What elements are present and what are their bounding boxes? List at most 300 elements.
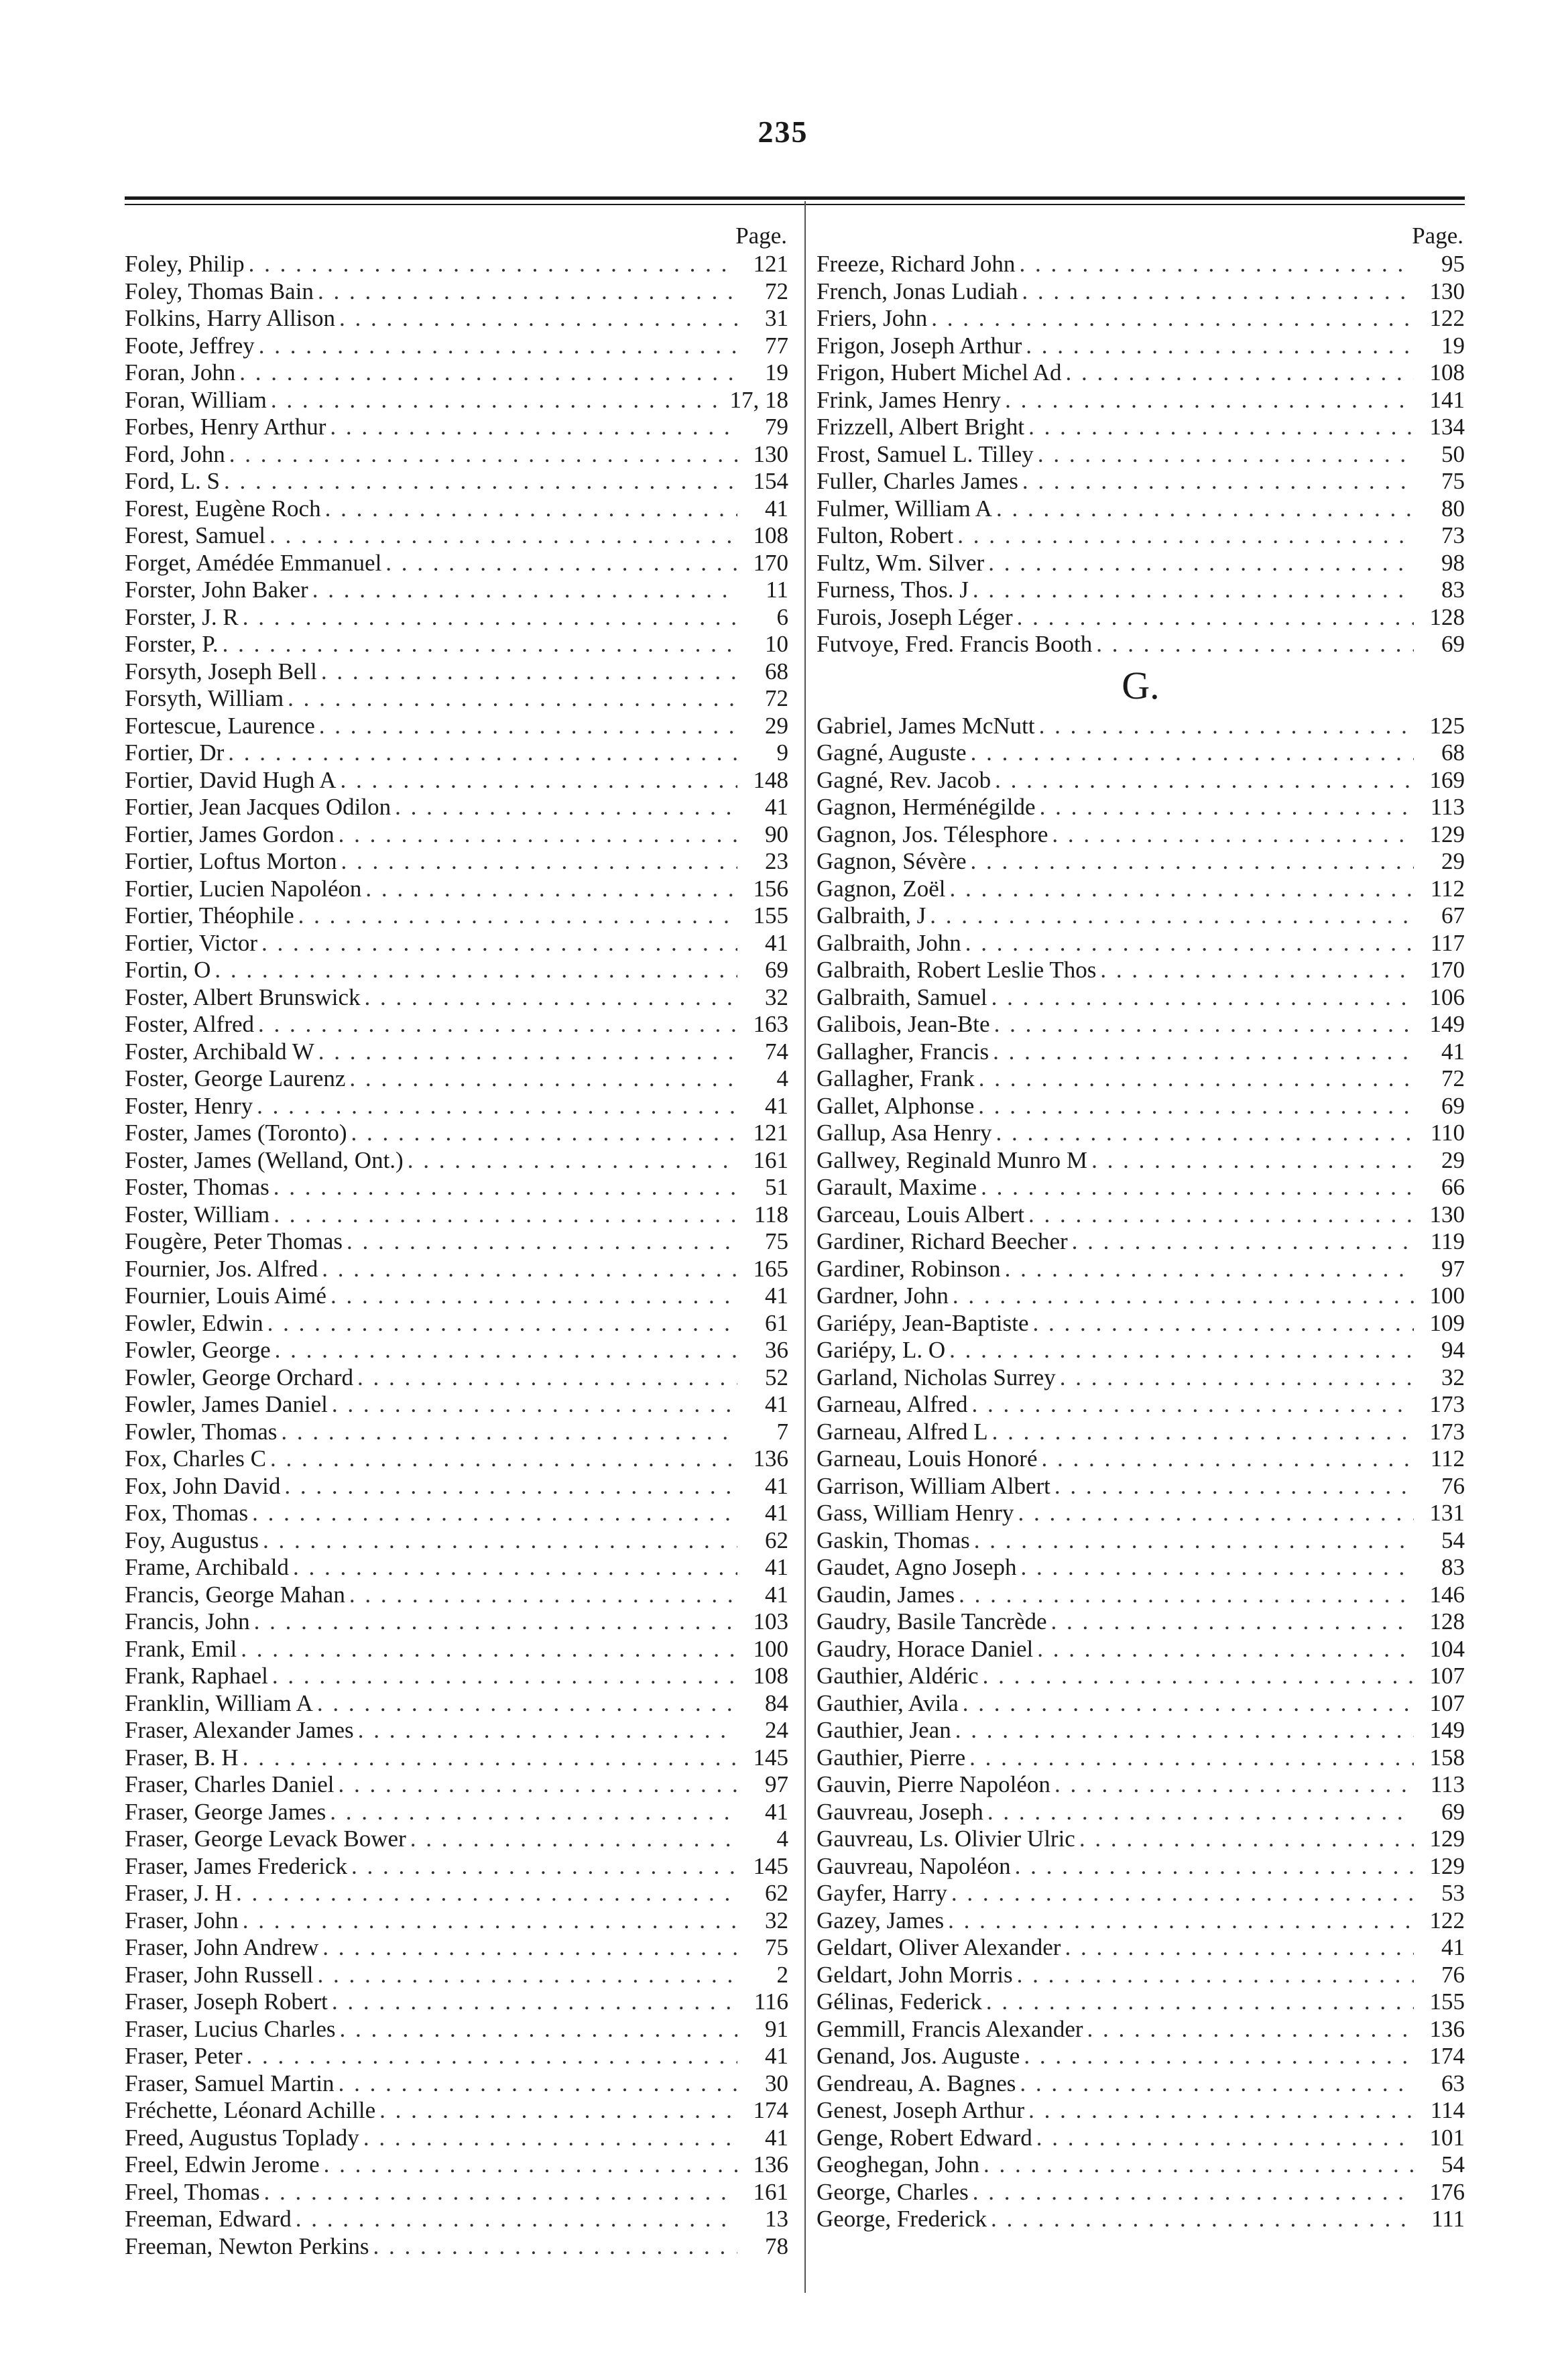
index-entry <box>817 1011 1465 1038</box>
dot-leader <box>365 984 738 1012</box>
index-entry <box>125 1473 788 1500</box>
entry-name: Garrison, William Albert <box>817 1472 1050 1499</box>
index-entry <box>817 359 1465 387</box>
entry-name: Fortier, Loftus Morton <box>125 848 337 874</box>
entry-page: 41 <box>1441 1934 1465 1960</box>
entry-page: 6 <box>776 603 788 630</box>
entry-name: Fortier, Jean Jacques Odilon <box>125 794 392 820</box>
entry-name: Forster, P. <box>125 631 219 657</box>
dot-leader <box>1072 1228 1414 1256</box>
dot-leader <box>339 1771 737 1799</box>
entry-page: 97 <box>765 1771 788 1797</box>
dot-leader <box>312 577 737 604</box>
index-entry <box>125 359 788 387</box>
entry-name: Fortier, James Gordon <box>125 821 335 847</box>
dot-leader <box>974 1527 1414 1555</box>
entry-page: 83 <box>1441 1554 1465 1580</box>
index-entry <box>125 2016 788 2043</box>
index-entry <box>817 1880 1465 1907</box>
index-entry <box>125 1038 788 1066</box>
dot-leader <box>991 984 1414 1012</box>
index-entry <box>817 278 1465 306</box>
entry-page: 75 <box>765 1934 788 1960</box>
entry-page: 109 <box>1429 1309 1465 1336</box>
entry-name: Fraser, John Russell <box>125 1961 314 1988</box>
dot-leader <box>1037 1636 1414 1663</box>
index-entry <box>125 1201 788 1229</box>
entry-page: 174 <box>753 2097 788 2123</box>
dot-leader <box>339 305 737 333</box>
entry-name: Frink, James Henry <box>817 386 1002 413</box>
entry-page: 41 <box>765 2124 788 2151</box>
dot-leader <box>358 1717 737 1744</box>
entry-name: Frame, Archibald <box>125 1554 289 1580</box>
dot-leader <box>1026 333 1414 360</box>
entry-name: Foley, Thomas Bain <box>125 278 314 304</box>
dot-leader <box>1017 604 1414 632</box>
dot-leader <box>284 1473 737 1500</box>
entry-page: 95 <box>1441 251 1465 277</box>
index-entry <box>125 1771 788 1799</box>
entry-name: Gallagher, Frank <box>817 1065 975 1091</box>
entry-name: Fortier, David Hugh A <box>125 766 337 793</box>
index-entry <box>125 1093 788 1120</box>
entry-name: Francis, John <box>125 1608 250 1634</box>
index-entry <box>125 468 788 495</box>
index-entry <box>817 2043 1465 2070</box>
entry-page: 77 <box>765 332 788 359</box>
entry-name: Gass, William Henry <box>817 1500 1014 1526</box>
entry-name: Frank, Emil <box>125 1635 237 1662</box>
entry-page: 130 <box>753 440 788 467</box>
entry-page: 107 <box>1429 1689 1465 1716</box>
dot-leader <box>971 1391 1414 1419</box>
index-entry <box>125 1663 788 1690</box>
entry-page: 62 <box>765 1880 788 1906</box>
index-entry <box>817 1310 1465 1337</box>
index-entry <box>125 2233 788 2261</box>
index-entry <box>817 305 1465 333</box>
dot-leader <box>365 876 737 903</box>
dot-leader <box>996 495 1414 523</box>
index-entry <box>125 1962 788 1989</box>
entry-name: Folkins, Harry Allison <box>125 305 336 331</box>
entry-name: Fultz, Wm. Silver <box>817 549 985 576</box>
index-entry <box>817 495 1465 523</box>
entry-page: 41 <box>765 1554 788 1580</box>
entry-name: Gayfer, Harry <box>817 1880 947 1906</box>
index-entry <box>125 1934 788 1962</box>
dot-leader <box>1055 1473 1414 1500</box>
index-entry <box>817 1826 1465 1853</box>
dot-leader <box>395 794 737 821</box>
dot-leader <box>993 1038 1414 1066</box>
dot-leader <box>959 1582 1414 1609</box>
dot-leader <box>317 1690 737 1718</box>
index-entry <box>125 1147 788 1175</box>
entry-name: Fox, John David <box>125 1472 281 1499</box>
entry-name: Gaskin, Thomas <box>817 1527 970 1553</box>
index-entry <box>125 441 788 469</box>
entry-name: Gazey, James <box>817 1907 945 1933</box>
entry-name: Galbraith, J <box>817 902 926 929</box>
entry-page: 131 <box>1429 1500 1465 1526</box>
entry-name: Fraser, John Andrew <box>125 1934 319 1960</box>
index-entry <box>125 387 788 414</box>
entry-name: Gagné, Auguste <box>817 739 967 766</box>
dot-leader <box>249 251 737 278</box>
entry-name: Gauvreau, Ls. Olivier Ulric <box>817 1826 1075 1852</box>
entry-name: Frizzell, Albert Bright <box>817 414 1025 440</box>
entry-page: 41 <box>765 1500 788 1526</box>
entry-page: 94 <box>1441 1337 1465 1363</box>
dot-leader <box>1015 1853 1414 1881</box>
entry-page: 17, 18 <box>729 386 788 413</box>
dot-leader <box>1028 2097 1414 2125</box>
entry-page: 52 <box>765 1364 788 1390</box>
index-entry <box>125 1582 788 1609</box>
dot-leader <box>330 414 737 441</box>
entry-page: 149 <box>1429 1717 1465 1743</box>
entry-name: Garneau, Louis Honoré <box>817 1445 1038 1472</box>
dot-leader <box>1060 1364 1414 1392</box>
dot-leader <box>1028 1201 1414 1229</box>
index-entry <box>817 1527 1465 1555</box>
index-entry <box>817 604 1465 632</box>
dot-leader <box>930 902 1414 930</box>
entry-name: Fortier, Théophile <box>125 902 294 929</box>
entry-page: 91 <box>765 2015 788 2042</box>
dot-leader <box>341 848 738 876</box>
entry-page: 69 <box>1441 1798 1465 1825</box>
entry-name: Fowler, George Orchard <box>125 1364 354 1390</box>
entry-name: Foster, James (Welland, Ont.) <box>125 1146 404 1173</box>
entry-name: Gallup, Asa Henry <box>817 1120 992 1146</box>
dot-leader <box>963 1690 1414 1718</box>
dot-leader <box>349 1065 737 1093</box>
page-number: 235 <box>758 115 808 149</box>
entry-page: 174 <box>1429 2043 1465 2069</box>
index-entry <box>125 848 788 876</box>
dot-leader <box>1065 1934 1414 1962</box>
dot-leader <box>239 359 737 387</box>
entry-name: Fraser, George Levack Bower <box>125 1826 406 1852</box>
dot-leader <box>957 522 1414 550</box>
dot-leader <box>252 1500 737 1527</box>
dot-leader <box>321 658 737 686</box>
entry-name: Forsyth, Joseph Bell <box>125 658 317 685</box>
entry-name: Garault, Maxime <box>817 1174 977 1200</box>
entry-name: Fraser, James Frederick <box>125 1852 347 1879</box>
index-entry <box>817 821 1465 849</box>
entry-page: 72 <box>1441 1065 1465 1091</box>
entry-name: Foster, Albert Brunswick <box>125 984 361 1010</box>
index-entry <box>817 1744 1465 1772</box>
dot-leader <box>1040 794 1414 821</box>
entry-name: Garneau, Alfred L <box>817 1418 988 1445</box>
entry-name: Foster, Thomas <box>125 1174 269 1200</box>
dot-leader <box>223 631 737 658</box>
entry-name: Genest, Joseph Arthur <box>817 2097 1025 2123</box>
dot-leader <box>949 876 1414 903</box>
index-entry <box>125 1120 788 1147</box>
entry-page: 176 <box>1429 2178 1465 2205</box>
dot-leader <box>992 1419 1414 1446</box>
index-entry <box>125 876 788 903</box>
entry-page: 41 <box>765 1092 788 1119</box>
index-entry <box>125 1744 788 1772</box>
index-entry <box>125 1826 788 1853</box>
index-entry <box>125 2206 788 2233</box>
dot-leader <box>281 1419 737 1446</box>
entry-name: Gardiner, Robinson <box>817 1255 1001 1282</box>
dot-leader <box>991 2206 1414 2233</box>
entry-page: 32 <box>765 984 788 1010</box>
index-entry <box>817 1038 1465 1066</box>
dot-leader <box>272 1663 737 1690</box>
index-entry <box>817 1419 1465 1446</box>
index-entry <box>817 1201 1465 1229</box>
dot-leader <box>267 1310 737 1337</box>
left-entry-list <box>125 251 788 2260</box>
index-entry <box>817 2016 1465 2043</box>
index-entry <box>817 414 1465 441</box>
entry-page: 154 <box>753 468 788 494</box>
dot-leader <box>339 821 737 849</box>
dot-leader <box>324 2151 737 2179</box>
entry-name: Gagnon, Zoël <box>817 875 946 902</box>
dot-leader <box>996 1120 1414 1147</box>
entry-name: Forster, John Baker <box>125 577 308 603</box>
entry-name: Gauthier, Pierre <box>817 1744 966 1771</box>
dot-leader <box>228 739 737 767</box>
dot-leader <box>261 930 737 957</box>
entry-page: 146 <box>1429 1581 1465 1608</box>
entry-name: Gaudry, Basile Tancrède <box>817 1608 1047 1634</box>
entry-page: 110 <box>1430 1120 1465 1146</box>
index-entry <box>125 1364 788 1392</box>
dot-leader <box>322 1256 737 1283</box>
dot-leader <box>969 1744 1414 1772</box>
index-entry <box>817 2206 1465 2233</box>
entry-page: 4 <box>776 1065 788 1091</box>
entry-page: 68 <box>765 658 788 685</box>
dot-leader <box>1100 957 1414 984</box>
entry-name: Garneau, Alfred <box>817 1391 968 1417</box>
dot-leader <box>243 1744 737 1772</box>
entry-page: 84 <box>765 1689 788 1716</box>
dot-leader <box>979 1065 1414 1093</box>
entry-page: 145 <box>753 1852 788 1879</box>
entry-page: 104 <box>1429 1635 1465 1662</box>
dot-leader <box>986 1988 1414 2016</box>
dot-leader <box>971 848 1414 876</box>
entry-name: Futvoye, Fred. Francis Booth <box>817 631 1093 657</box>
entry-name: Fréchette, Léonard Achille <box>125 2097 376 2123</box>
entry-page: 29 <box>765 712 788 739</box>
entry-page: 41 <box>765 929 788 956</box>
index-entry <box>125 1391 788 1419</box>
dot-leader <box>270 1445 737 1473</box>
dot-leader <box>1020 2070 1414 2098</box>
index-entry <box>125 1174 788 1201</box>
index-entry <box>125 604 788 632</box>
entry-page: 41 <box>765 1391 788 1417</box>
entry-page: 125 <box>1429 712 1465 739</box>
dot-leader <box>246 2043 737 2070</box>
entry-page: 51 <box>765 1174 788 1200</box>
entry-name: Forest, Samuel <box>125 522 265 548</box>
entry-name: Fowler, Edwin <box>125 1309 263 1336</box>
dot-leader <box>322 1934 737 1962</box>
dot-leader <box>357 1364 737 1392</box>
entry-name: Gariépy, Jean-Baptiste <box>817 1309 1029 1336</box>
entry-page: 116 <box>754 1988 788 2015</box>
entry-name: Foran, William <box>125 386 267 413</box>
index-entry <box>125 1419 788 1446</box>
index-entry <box>817 522 1465 550</box>
index-entry <box>125 1690 788 1718</box>
index-entry <box>125 495 788 523</box>
entry-name: Freeman, Newton Perkins <box>125 2233 369 2259</box>
entry-name: Fougère, Peter Thomas <box>125 1228 343 1254</box>
entry-page: 29 <box>1441 848 1465 874</box>
entry-page: 158 <box>1429 1744 1465 1771</box>
entry-page: 117 <box>1430 929 1465 956</box>
entry-page: 121 <box>753 251 788 277</box>
entry-name: Forsyth, William <box>125 685 284 711</box>
entry-name: Forbes, Henry Arthur <box>125 414 326 440</box>
dot-leader <box>1036 2125 1414 2152</box>
entry-page: 161 <box>753 1146 788 1173</box>
index-entry <box>125 1880 788 1907</box>
index-entry <box>125 333 788 360</box>
index-entry <box>817 876 1465 903</box>
dot-leader <box>965 930 1414 957</box>
entry-page: 36 <box>765 1337 788 1363</box>
entry-page: 156 <box>753 875 788 902</box>
entry-name: Genand, Jos. Auguste <box>817 2043 1020 2069</box>
dot-leader <box>1052 821 1414 849</box>
index-entry <box>817 848 1465 876</box>
entry-page: 29 <box>1441 1146 1465 1173</box>
entry-name: Fraser, Charles Daniel <box>125 1771 335 1797</box>
index-entry <box>125 1228 788 1256</box>
index-entry <box>817 1582 1465 1609</box>
dot-leader <box>236 1880 737 1907</box>
index-entry <box>125 1554 788 1582</box>
index-entry <box>817 2097 1465 2125</box>
entry-page: 170 <box>1429 957 1465 983</box>
entry-page: 173 <box>1429 1418 1465 1445</box>
entry-name: Forget, Amédée Emmanuel <box>125 549 382 576</box>
index-entry <box>817 251 1465 278</box>
entry-name: Foley, Philip <box>125 251 245 277</box>
entry-name: Frost, Samuel L. Tilley <box>817 440 1034 467</box>
entry-name: Francis, George Mahan <box>125 1581 345 1608</box>
entry-page: 119 <box>1430 1228 1465 1254</box>
entry-page: 170 <box>753 549 788 576</box>
entry-name: Frigon, Joseph Arthur <box>817 332 1022 359</box>
dot-leader <box>1087 2016 1414 2043</box>
dot-leader <box>349 1582 737 1609</box>
entry-name: Gardner, John <box>817 1283 949 1309</box>
entry-page: 141 <box>1429 386 1465 413</box>
entry-name: Gagnon, Sévère <box>817 848 967 874</box>
index-entry <box>125 2179 788 2206</box>
entry-name: Gauthier, Jean <box>817 1717 951 1743</box>
right-entry-list <box>817 251 1465 658</box>
dot-leader <box>1024 2043 1414 2070</box>
entry-name: George, Frederick <box>817 2206 987 2232</box>
entry-page: 75 <box>1441 468 1465 494</box>
entry-name: Geoghegan, John <box>817 2151 980 2178</box>
dot-leader <box>948 1907 1414 1935</box>
entry-page: 155 <box>753 902 788 929</box>
entry-page: 112 <box>1430 1445 1465 1472</box>
entry-name: Furness, Thos. J <box>817 577 969 603</box>
entry-page: 78 <box>765 2233 788 2259</box>
index-entry <box>125 930 788 957</box>
index-entry <box>125 902 788 930</box>
entry-name: Foote, Jeffrey <box>125 332 255 359</box>
entry-page: 68 <box>1441 739 1465 766</box>
entry-page: 4 <box>776 1826 788 1852</box>
index-entry <box>125 1608 788 1636</box>
dot-leader <box>274 1201 737 1229</box>
index-entry <box>817 1120 1465 1147</box>
index-entry <box>125 1717 788 1744</box>
entry-page: 32 <box>765 1907 788 1933</box>
index-entry <box>817 767 1465 794</box>
entry-page: 122 <box>1429 1907 1465 1933</box>
index-entry <box>125 2151 788 2179</box>
dot-leader <box>1005 387 1414 414</box>
entry-name: Gauthier, Aldéric <box>817 1663 979 1689</box>
dot-leader <box>978 1093 1414 1120</box>
index-entry <box>125 1445 788 1473</box>
entry-name: Foster, Henry <box>125 1092 253 1119</box>
entry-page: 173 <box>1429 1391 1465 1417</box>
dot-leader <box>1033 1310 1414 1337</box>
entry-page: 41 <box>765 495 788 522</box>
entry-page: 72 <box>765 685 788 711</box>
dot-leader <box>1017 1962 1414 1989</box>
entry-page: 7 <box>776 1418 788 1445</box>
dot-leader <box>332 1988 737 2016</box>
dot-leader <box>983 2151 1414 2179</box>
entry-name: Fortin, O <box>125 957 211 983</box>
index-entry <box>817 1962 1465 1989</box>
dot-leader <box>1055 1771 1414 1799</box>
entry-name: Galbraith, Samuel <box>817 984 987 1010</box>
entry-name: Forster, J. R <box>125 603 239 630</box>
entry-page: 100 <box>1429 1283 1465 1309</box>
entry-page: 129 <box>1429 1826 1465 1852</box>
dot-leader <box>259 333 737 360</box>
entry-name: Fraser, B. H <box>125 1744 239 1771</box>
entry-name: Fraser, Samuel Martin <box>125 2070 335 2096</box>
index-entry <box>125 794 788 821</box>
entry-name: Freed, Augustus Toplady <box>125 2124 359 2151</box>
index-entry <box>125 739 788 767</box>
index-entry <box>817 1934 1465 1962</box>
dot-leader <box>955 1717 1414 1744</box>
header-rule-thick <box>125 196 1465 200</box>
entry-name: Gallagher, Francis <box>817 1038 989 1065</box>
entry-page: 129 <box>1429 821 1465 847</box>
entry-page: 41 <box>1441 1038 1465 1065</box>
